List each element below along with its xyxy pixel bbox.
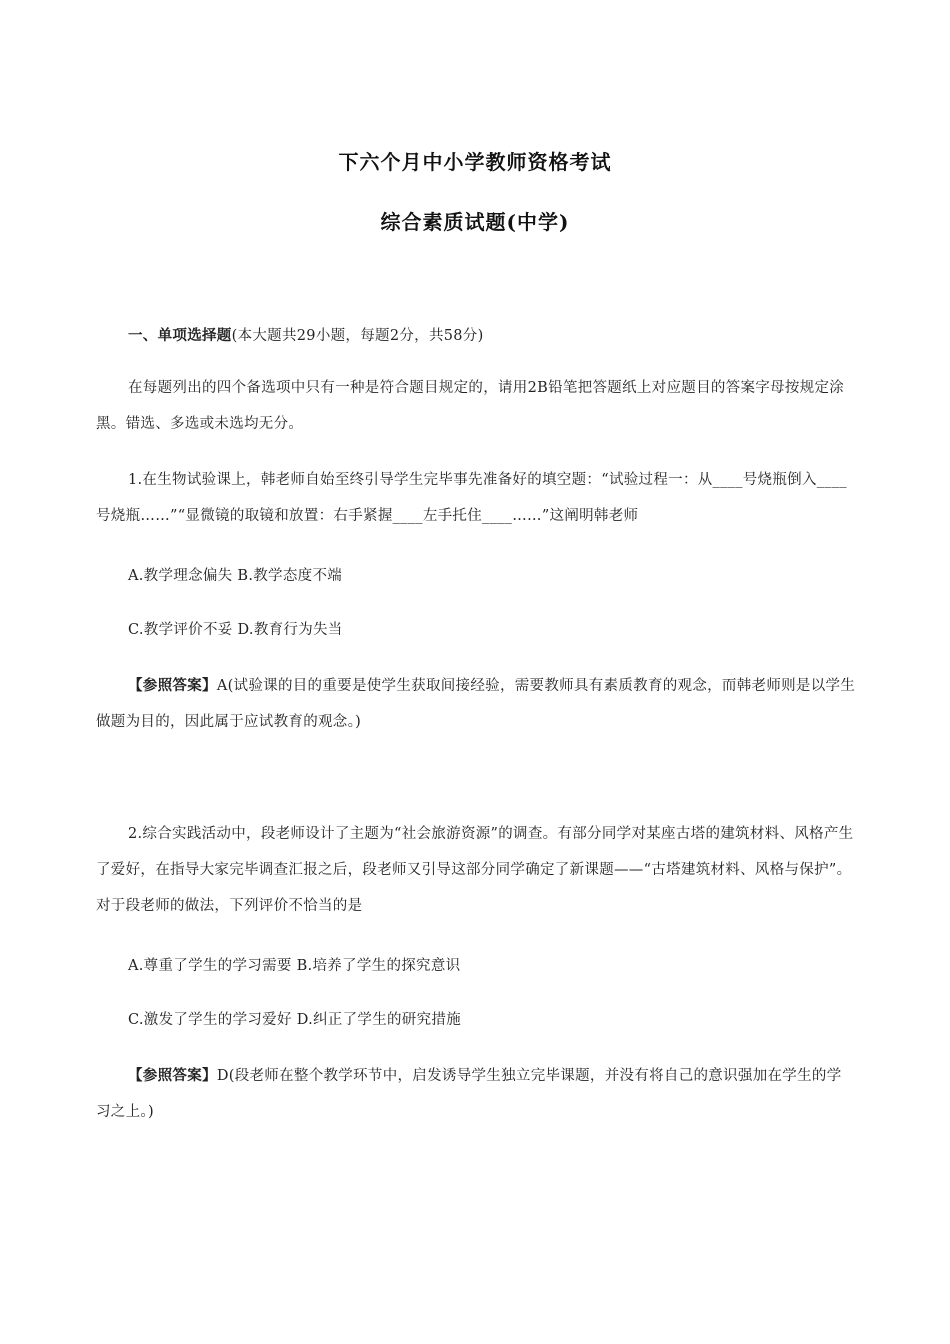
question-2-answer [96, 1058, 856, 1130]
document-title: 下六个月中小学教师资格考试 [338, 150, 612, 174]
question-1-stem: 1.在生物试验课上，韩老师自始至终引导学生完毕事先准备好的填空题：“试验过程一：从____号烧瓶倒入____号烧瓶……”“显微镜的取镜和放置：右手紧握____左手托住____……”这阐明韩老师 [96, 472, 847, 524]
section-heading: 一、单项选择题 [128, 327, 232, 344]
section-heading-line [128, 318, 888, 354]
question-2-options-ab: A.尊重了学生的学习需要 B.培养了学生的探究意识 [128, 958, 461, 974]
answer-text: D(段老师在整个教学环节中，启发诱导学生独立完毕课题，并没有将自己的意识强加在学生的学习之上。) [96, 1068, 842, 1120]
section-note: (本大题共29小题，每题2分，共58分) [231, 328, 484, 344]
question-1-options-ab: A.教学理念偏失 B.教学态度不端 [128, 568, 343, 584]
question-2-stem: 2.综合实践活动中，段老师设计了主题为“社会旅游资源”的调查。有部分同学对某座古塔的建筑材料、风格产生了爱好，在指导大家完毕调查汇报之后，段老师又引导这部分同学确定了新课题——“古塔建筑材料、风格与保护”。对于段老师的做法，下列评价不恰当的是 [96, 826, 854, 914]
document-subtitle: 综合素质试题(中学) [380, 210, 570, 234]
question-1-options-cd: C.教学评价不妥 D.教育行为失当 [128, 622, 343, 638]
answer-label: 【参照答案】 [128, 1067, 217, 1084]
question-1-answer [96, 668, 856, 740]
section-instruction: 在每题列出的四个备选项中只有一种是符合题目规定的，请用2B铅笔把答题纸上对应题目的答案字母按规定涂黑。错选、多选或未选均无分。 [96, 380, 845, 432]
answer-label: 【参照答案】 [128, 677, 217, 694]
answer-text: A(试验课的目的重要是使学生获取间接经验，需要教师具有素质教育的观念，而韩老师则是以学生做题为目的，因此属于应试教育的观念。) [96, 678, 856, 730]
question-2-options-cd: C.激发了学生的学习爱好 D.纠正了学生的研究措施 [128, 1012, 462, 1028]
